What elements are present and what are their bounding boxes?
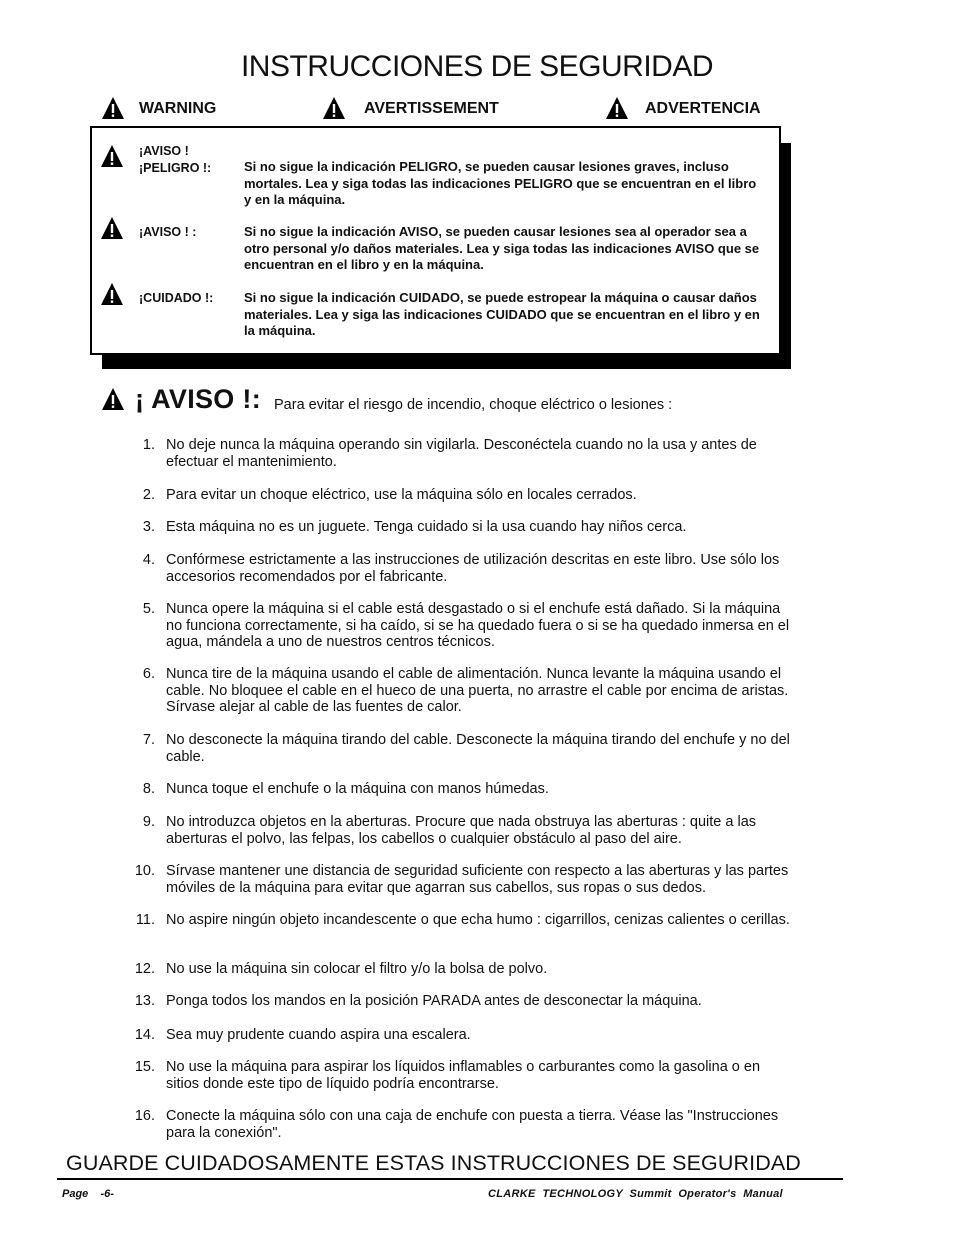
definition-text: Si no sigue la indicación PELIGRO, se pueden causar lesiones graves, incluso mortales. Lea y siga todas las indicaciones PELIGRO que se encuentran en el libro y en la máquina. bbox=[244, 159, 757, 207]
list-item-number: 5. bbox=[142, 601, 155, 617]
list-item-text: Conecte la máquina sólo con una caja de enchufe con puesta a tierra. Véase las "Instrucciones para la conexión". bbox=[166, 1108, 779, 1141]
list-item-number: 2. bbox=[142, 487, 155, 503]
warning-triangle-icon bbox=[100, 216, 124, 240]
definition-tag bbox=[139, 143, 211, 176]
page-number: Page -6- bbox=[62, 1188, 114, 1200]
footer-heading: GUARDE CUIDADOSAMENTE ESTAS INSTRUCCIONES DE SEGURIDAD bbox=[66, 1151, 801, 1175]
definition-text: Si no sigue la indicación AVISO, se pueden causar lesiones sea al operador sea a otro personal y/o daños materiales. Lea y siga todas las indicaciones AVISO que se encuentran en el libro y en la máquina. bbox=[244, 224, 760, 272]
warning-triangle-icon bbox=[100, 144, 124, 168]
warning-triangle-icon bbox=[605, 96, 629, 120]
list-item-text: No use la máquina sin colocar el filtro y/o la bolsa de polvo. bbox=[166, 961, 548, 977]
manual-title: CLARKE TECHNOLOGY Summit Operator's Manual bbox=[488, 1188, 783, 1200]
list-item-text: Nunca opere la máquina si el cable está desgastado o si el enchufe está dañado. Si la máquina no funciona correctamente, si ha caído, si se ha quedado fuera o si se ha quedado inmersa en el agua, mándela a uno de nuestros centros técnicos. bbox=[166, 601, 790, 650]
header-avertissement-label: AVERTISSEMENT bbox=[364, 100, 499, 117]
header-advertencia-label: ADVERTENCIA bbox=[645, 100, 761, 117]
list-item-text: Confórmese estrictamente a las instrucciones de utilización descritas en este libro. Use sólo los accesorios recomendados por el fabricante. bbox=[166, 552, 780, 585]
definition-tag bbox=[139, 290, 213, 307]
list-item-text: Esta máquina no es un juguete. Tenga cuidado si la usa cuando hay niños cerca. bbox=[166, 519, 687, 535]
list-item-text: Sírvase mantener une distancia de seguridad suficiente con respecto a las aberturas y las partes móviles de la máquina para evitar que agarran sus cabellos, sus ropas o sus dedos. bbox=[166, 863, 789, 896]
list-item-number: 13. bbox=[134, 993, 155, 1009]
list-item-text: Sea muy prudente cuando aspira una escalera. bbox=[166, 1027, 471, 1043]
list-item-number: 9. bbox=[142, 814, 155, 830]
definition-tag bbox=[139, 224, 196, 241]
list-item-text: Nunca toque el enchufe o la máquina con manos húmedas. bbox=[166, 781, 549, 797]
aviso-heading: ¡ AVISO !: bbox=[135, 384, 261, 414]
list-item-number: 6. bbox=[142, 666, 155, 682]
list-item-text: No desconecte la máquina tirando del cable. Desconecte la máquina tirando del enchufe y no del cable. bbox=[166, 732, 790, 765]
definition-tag-line: ¡CUIDADO !: bbox=[139, 291, 214, 305]
footer-divider bbox=[57, 1178, 843, 1180]
page-title: INSTRUCCIONES DE SEGURIDAD bbox=[240, 50, 714, 83]
definition-tag-line: ¡PELIGRO !: bbox=[139, 160, 212, 175]
definition-tag-line: ¡AVISO ! bbox=[139, 144, 189, 158]
list-item-text: Nunca tire de la máquina usando el cable de alimentación. Nunca levante la máquina usando el cable. No bloquee el cable en el hueco de una puerta, no arrastre el cable por encima de aristas. Sírvase alejar al cable de las fuentes de calor. bbox=[166, 666, 789, 715]
warning-triangle-icon bbox=[101, 387, 125, 411]
list-item-number: 1. bbox=[142, 437, 155, 453]
list-item-number: 3. bbox=[142, 519, 155, 535]
list-item-number: 4. bbox=[142, 552, 155, 568]
warning-triangle-icon bbox=[100, 282, 124, 306]
list-item-number: 7. bbox=[142, 732, 155, 748]
list-item-number: 12. bbox=[134, 961, 155, 977]
header-warning-label: WARNING bbox=[139, 100, 217, 117]
definition-text: Si no sigue la indicación CUIDADO, se puede estropear la máquina o causar daños materiales. Lea y siga las indicaciones CUIDADO que se encuentran en el libro y en la máquina. bbox=[244, 290, 760, 338]
list-item-number: 10. bbox=[134, 863, 155, 879]
list-item-text: No aspire ningún objeto incandescente o que echa humo : cigarrillos, cenizas calientes o cerillas. bbox=[166, 912, 790, 928]
list-item-text: No use la máquina para aspirar los líquidos inflamables o carburantes como la gasolina o en sitios donde este tipo de líquido podría encontrarse. bbox=[166, 1059, 761, 1092]
aviso-intro: Para evitar el riesgo de incendio, choque eléctrico o lesiones : bbox=[274, 397, 673, 413]
list-item-number: 15. bbox=[134, 1059, 155, 1075]
list-item-text: No deje nunca la máquina operando sin vigilarla. Desconéctela cuando no la usa y antes de efectuar el mantenimiento. bbox=[166, 437, 757, 470]
list-item-number: 11. bbox=[135, 912, 155, 928]
definition-tag-line: ¡AVISO ! : bbox=[139, 225, 197, 239]
list-item-number: 16. bbox=[134, 1108, 155, 1124]
list-item-number: 8. bbox=[142, 781, 155, 797]
list-item-text: No introduzca objetos en la aberturas. Procure que nada obstruya las aberturas : quite a las aberturas el polvo, las felpas, los cabellos o cualquier obstáculo al paso del aire. bbox=[166, 814, 757, 847]
list-item-number: 14. bbox=[134, 1027, 155, 1043]
warning-triangle-icon bbox=[101, 96, 125, 120]
list-item-text: Para evitar un choque eléctrico, use la máquina sólo en locales cerrados. bbox=[166, 487, 637, 503]
list-item-text: Ponga todos los mandos en la posición PARADA antes de desconectar la máquina. bbox=[166, 993, 702, 1009]
warning-triangle-icon bbox=[322, 96, 346, 120]
